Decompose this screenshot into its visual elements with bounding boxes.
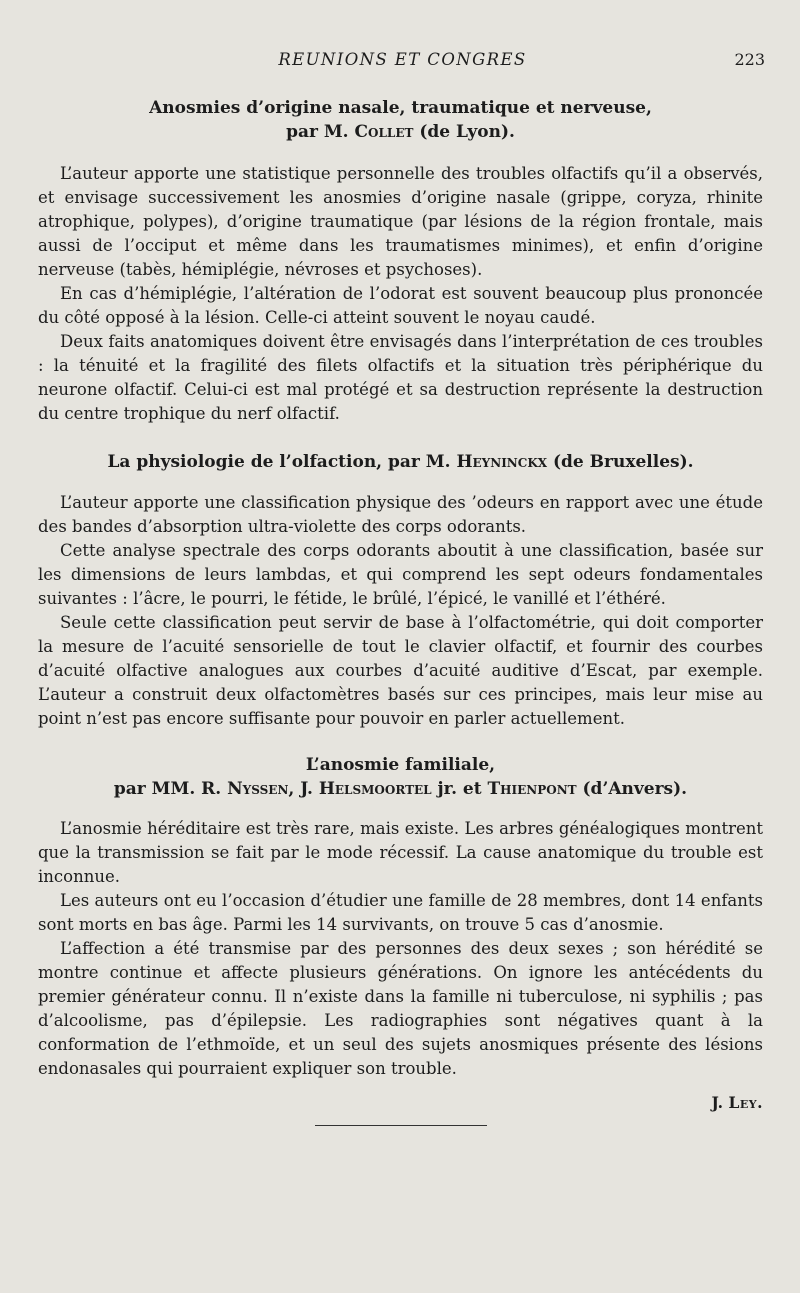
section-2-paragraph: Cette analyse spectrale des corps odorants aboutit à une classification, basée sur les dimensions de leurs lambdas, et qui comprend les sept odeurs fondamentales suivantes : l’âcre, le pourri, le fétide, le brûlé, l’épicé, le vanillé et l’éthéré. xyxy=(38,541,763,608)
section-1-heading xyxy=(38,96,763,144)
page-number: 223 xyxy=(734,50,765,69)
section-1-byline-prefix: par M. xyxy=(286,122,355,142)
article-body xyxy=(38,96,763,1126)
section-3-paragraph: L’anosmie héréditaire est très rare, mais existe. Les arbres généalogiques montrent que la transmission se fait par le mode récessif. La cause anatomique du trouble est inconnue. xyxy=(38,819,763,886)
section-3-byline-prefix: par MM. R. xyxy=(113,779,228,799)
section-1-byline-suffix: (de Lyon). xyxy=(413,122,515,142)
section-2-author: Heyninckx xyxy=(456,452,548,472)
section-1-paragraph: L’auteur apporte une statistique personnelle des troubles olfactifs qu’il a observés, et envisage successivement les anosmies d’origine nasale (grippe, coryza, rhinite atrophique, polypes), d’origine traumatique (par lésions de la région frontale, mais aussi de l’occiput et même dans les traumatismes minimes), et enfin d’origine nerveuse (tabès, hémiplégie, névroses et psychoses). xyxy=(38,164,763,279)
section-2-paragraph: L’auteur apporte une classification physique des ’odeurs en rapport avec une étude des bandes d’absorption ultra-violette des corps odorants. xyxy=(38,493,763,536)
section-1-author: Collet xyxy=(354,122,414,142)
section-2-byline-prefix: par M. xyxy=(382,452,457,472)
section-3-author-3: Thienpont xyxy=(487,779,577,799)
section-3-title: L’anosmie familiale, xyxy=(305,755,496,775)
signature-name: Ley. xyxy=(728,1093,763,1112)
section-2-heading xyxy=(38,450,763,474)
section-2-byline-suffix: (de Bruxelles). xyxy=(547,452,694,472)
running-title: REUNIONS ET CONGRES xyxy=(278,50,527,69)
section-2-paragraph: Seule cette classification peut servir de base à l’olfactométrie, qui doit comporter la mesure de l’acuité sensorielle de tout le clavier olfactif, et fournir des courbes d’acuité olfactive analogues aux courbes d’acuité auditive d’Escat, par exemple. L’auteur a construit deux olfactomètres basés sur ces principes, mais leur mise au point n’est pas encore suffisante pour pouvoir en parler actuellement. xyxy=(38,613,763,728)
section-1-title: Anosmies d’origine nasale, traumatique et nerveuse, xyxy=(149,98,652,118)
section-3-paragraph: L’affection a été transmise par des personnes des deux sexes ; son hérédité se montre continue et affecte plusieurs générations. On ignore les antécédents du premier générateur connu. Il n’existe dans la famille ni tuberculose, ni syphilis ; pas d’alcoolisme, pas d’épilepsie. Les radiographies sont négatives quant à la conformation de l’ethmoïde, et un seul des sujets anosmiques présente des lésions endonasales qui pourraient expliquer son trouble. xyxy=(38,939,763,1078)
section-3-heading xyxy=(38,753,763,801)
section-3-byline-sep-1: , J. xyxy=(288,779,319,799)
section-3-author-1: Nyssen xyxy=(227,779,289,799)
section-3-byline-suffix: (d’Anvers). xyxy=(576,779,688,799)
signature xyxy=(38,1091,763,1115)
signature-initial: J. xyxy=(711,1093,729,1112)
end-rule xyxy=(315,1125,487,1126)
section-1-paragraph: Deux faits anatomiques doivent être envisagés dans l’interprétation de ces troubles : la ténuité et la fragilité des filets olfactifs et la situation très périphérique du neurone olfactif. Celui-ci est mal protégé et sa destruction représente la destruction du centre trophique du nerf olfactif. xyxy=(38,332,763,423)
section-2-title: La physiologie de l’olfaction, xyxy=(107,452,383,472)
section-3-author-2: Helsmoortel xyxy=(318,779,432,799)
page-header xyxy=(40,50,765,74)
section-3-paragraph: Les auteurs ont eu l’occasion d’étudier une famille de 28 membres, dont 14 enfants sont morts en bas âge. Parmi les 14 survivants, on trouve 5 cas d’anosmie. xyxy=(38,891,763,934)
section-1-paragraph: En cas d’hémiplégie, l’altération de l’odorat est souvent beaucoup plus prononcée du côté opposé à la lésion. Celle-ci atteint souvent le noyau caudé. xyxy=(38,284,763,327)
section-3-byline-sep-2: jr. et xyxy=(431,779,488,799)
